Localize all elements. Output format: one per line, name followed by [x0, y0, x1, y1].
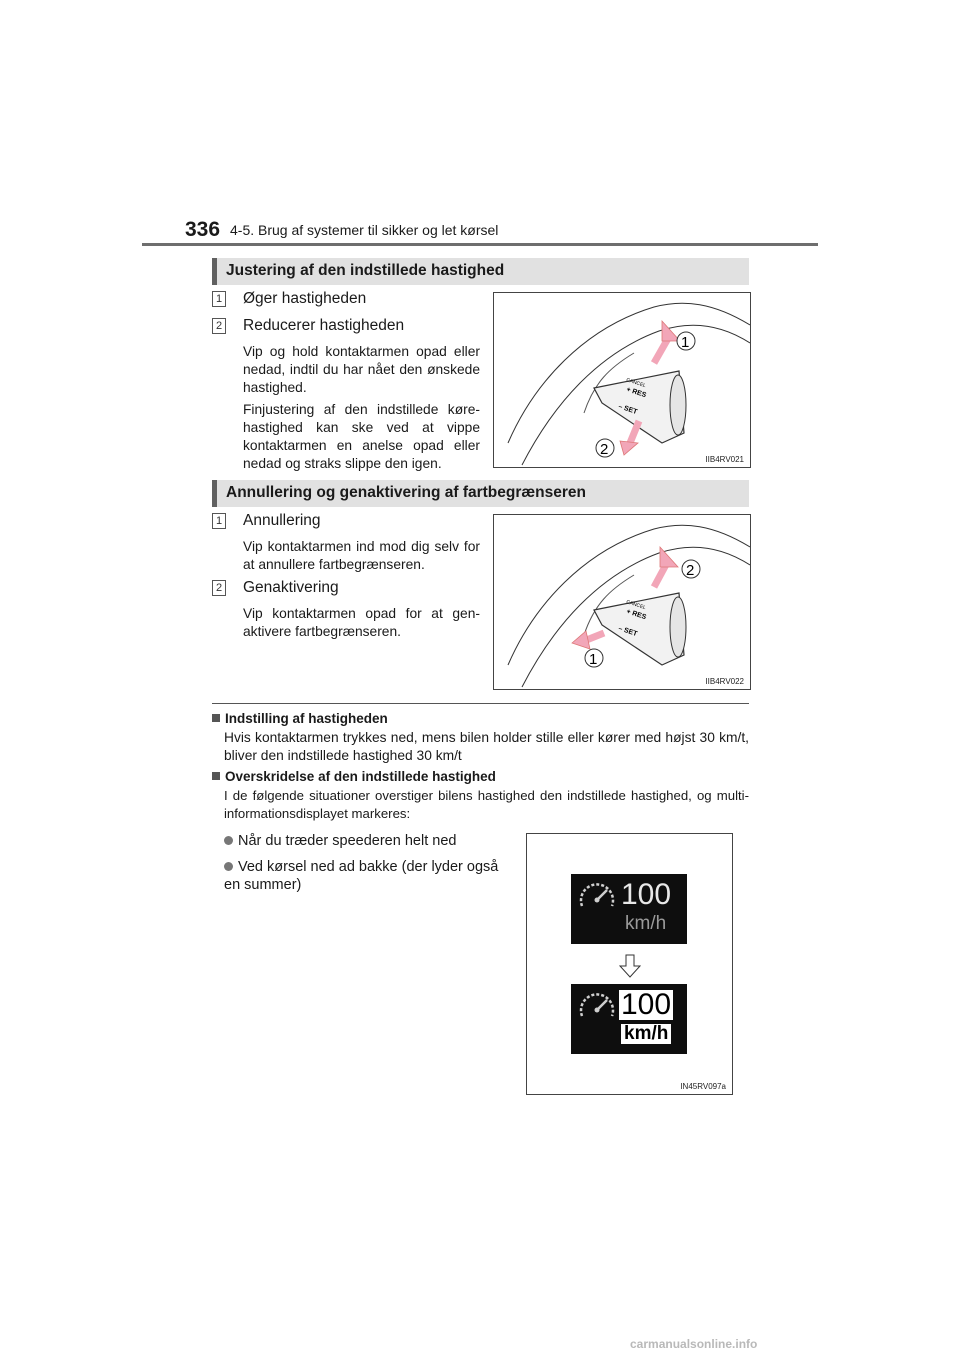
figure-callout: 1: [681, 334, 690, 351]
note-heading: [212, 711, 388, 726]
body-paragraph: Finjustering af den indstillede køre-hastighed kan ske ved at vippe kontaktarmen en anelse opad eller nedad og straks slippe den igen.: [243, 402, 480, 471]
square-bullet-icon: [212, 714, 220, 722]
item-number: 2: [212, 318, 226, 334]
speed-display-highlighted: [571, 984, 687, 1054]
lever-figure-cancel: [493, 514, 751, 690]
note-text: I de følgende situationer overstiger bilens hastighed den indstillede hastighed, og multi-informationsdisplayet markeres:: [224, 788, 749, 821]
speedometer-icon: [577, 880, 617, 910]
body-paragraph: Vip kontaktarmen opad for at gen-aktivere fartbegrænseren.: [243, 606, 480, 639]
lever-figure-adjust: [493, 292, 751, 468]
arrow-down-icon: [619, 954, 641, 978]
item-number: 1: [212, 513, 226, 529]
speed-display-figure: [526, 833, 733, 1095]
figure-callout: 2: [686, 562, 695, 579]
section-title: Annullering og genaktivering af fartbegrænseren: [226, 484, 587, 501]
figure-callout: 1: [589, 651, 598, 668]
item-title: Genaktivering: [243, 579, 339, 596]
speed-value: 100: [621, 988, 672, 1021]
section-heading-adjust-speed: [212, 258, 749, 285]
note-title: Indstilling af hastigheden: [225, 711, 388, 726]
body-paragraph: Vip og hold kontaktarmen opad eller nedad, indtil du har nået den ønskede hastighed.: [243, 344, 480, 395]
lever-label-res: + RES: [625, 386, 647, 400]
figure-code: IN45RV097a: [680, 1082, 726, 1091]
note-title: Overskridelse af den indstillede hastighed: [225, 769, 496, 784]
item-title: Øger hastigheden: [243, 290, 367, 307]
bullet-icon: [224, 862, 233, 871]
lever-label-set: – SET: [617, 403, 639, 416]
notes-rule: [212, 703, 749, 704]
bullet-text: Ved kørsel ned ad bakke (der lyder også en summer): [224, 859, 499, 893]
bullet-icon: [224, 836, 233, 845]
page-number: 336: [185, 218, 221, 241]
chapter-title: 4-5. Brug af systemer til sikker og let kørsel: [230, 222, 499, 238]
header-rule: [142, 243, 818, 246]
speed-unit: km/h: [621, 1024, 671, 1044]
watermark: carmanualsonline.info: [630, 1337, 758, 1351]
heading-bar: [212, 480, 217, 507]
item-title: Annullering: [243, 512, 321, 529]
lever-illustration: [494, 515, 750, 689]
square-bullet-icon: [212, 772, 220, 780]
speed-unit: km/h: [625, 913, 667, 934]
heading-bar: [212, 258, 217, 285]
speed-display-normal: [571, 874, 687, 944]
body-paragraph: Vip kontaktarmen ind mod dig selv for at annullere fartbegrænseren.: [243, 539, 480, 572]
note-heading: [212, 769, 496, 784]
lever-label-res: + RES: [625, 608, 647, 622]
lever-label-set: – SET: [617, 625, 639, 638]
figure-code: IIB4RV021: [705, 455, 744, 464]
lever-label-cancel: CANCEL: [625, 377, 647, 390]
speedometer-icon: [577, 990, 617, 1020]
section-title: Justering af den indstillede hastighed: [226, 262, 505, 279]
figure-callout: 2: [600, 441, 609, 458]
note-text: Hvis kontaktarmen trykkes ned, mens bilen holder stille eller kører med højst 30 km/t, bliver den indstillede hastighed 30 km/t: [224, 730, 749, 763]
section-heading-cancel-resume: [212, 480, 749, 507]
lever-illustration: [494, 293, 750, 467]
bullet-text: Når du træder speederen helt ned: [238, 833, 457, 849]
list-item: [224, 832, 514, 850]
item-title: Reducerer hastigheden: [243, 317, 405, 334]
figure-code: IIB4RV022: [705, 677, 744, 686]
item-number: 1: [212, 291, 226, 307]
speed-value: 100: [621, 878, 672, 911]
list-item: [224, 858, 514, 894]
item-number: 2: [212, 580, 226, 596]
lever-label-cancel: CANCEL: [625, 599, 647, 612]
